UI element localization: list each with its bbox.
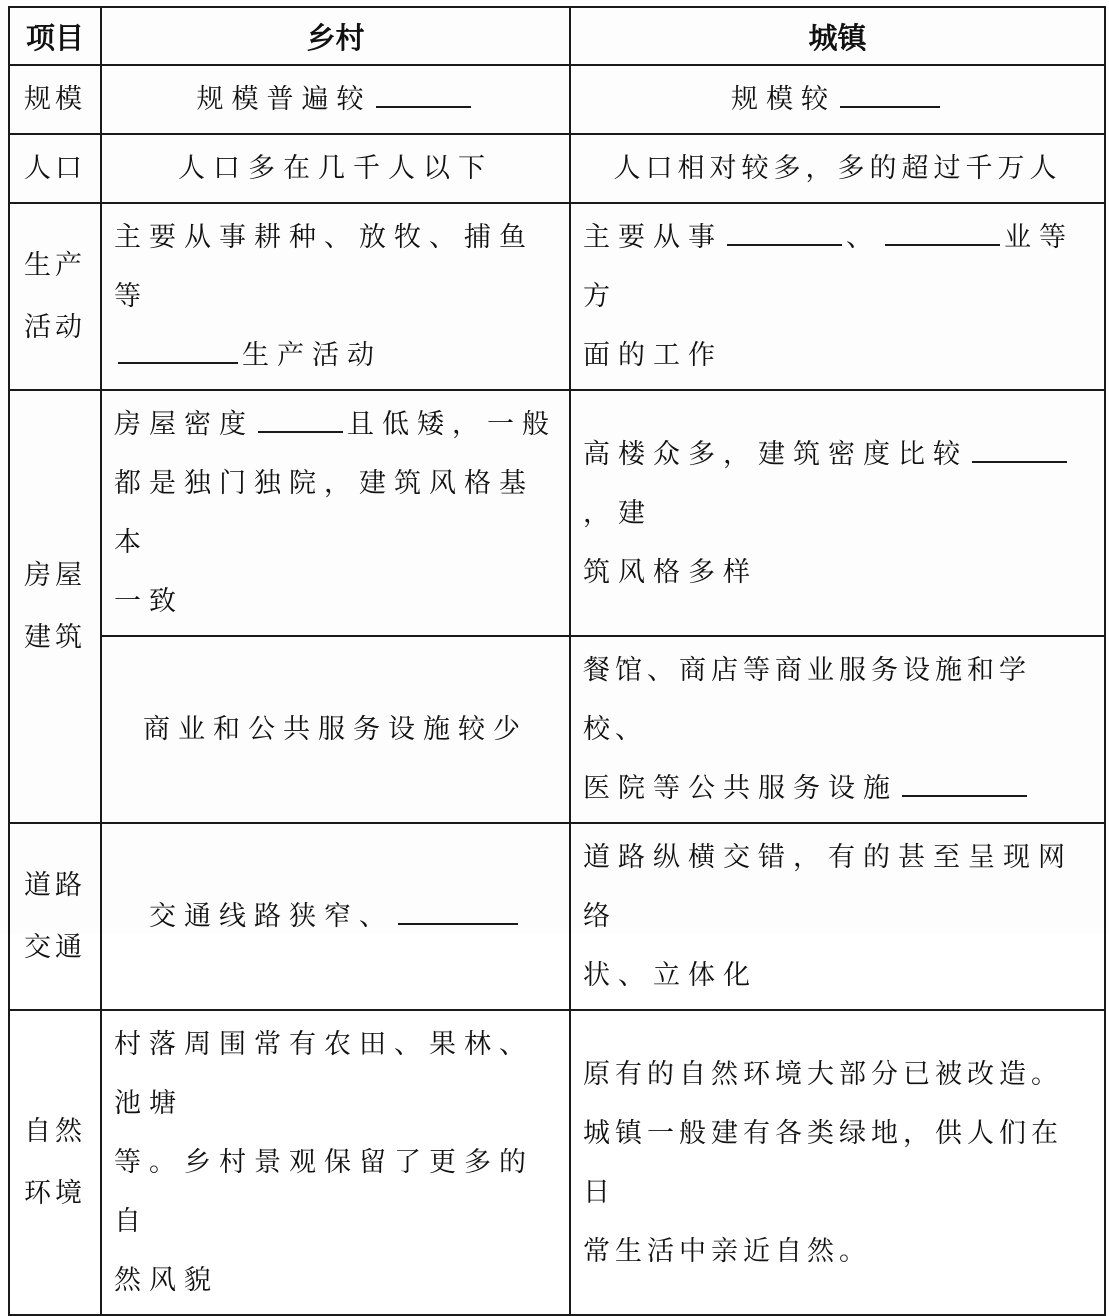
text-line: 常生活中亲近自然。 <box>583 1235 871 1267</box>
text-line <box>583 759 1092 818</box>
urban-traffic-cell <box>570 823 1105 1010</box>
row-label-scale: 规模 <box>9 65 101 134</box>
urban-nature-cell <box>570 1010 1105 1315</box>
table-row-scale <box>9 65 1105 134</box>
rural-production-cell <box>101 203 570 390</box>
row-label-traffic <box>9 823 101 1010</box>
row-label-line: 建筑 <box>24 621 86 653</box>
table-row-population <box>9 134 1105 203</box>
text-fragment: 业等方 <box>583 222 1074 312</box>
text-line: 面的工作 <box>583 340 723 371</box>
text-line: 然风貌 <box>114 1265 219 1296</box>
answer-blank[interactable] <box>398 891 518 925</box>
answer-blank[interactable] <box>902 763 1027 797</box>
urban-population-cell: 人口相对较多，多的超过千万人 <box>570 134 1105 203</box>
text-fragment: 高楼众多，建筑密度比较 <box>583 438 968 470</box>
text-line: 道路纵横交错，有的甚至呈现网络 <box>583 842 1073 932</box>
urban-buildings-cell <box>570 390 1105 636</box>
row-label-buildings <box>9 390 101 823</box>
urban-facilities-cell <box>570 636 1105 823</box>
text-line: 都是独门独院，建筑风格基本 <box>114 468 534 558</box>
answer-blank[interactable] <box>885 212 1000 246</box>
table-row-nature <box>9 1010 1105 1315</box>
table-row-traffic <box>9 823 1105 1010</box>
table-header-row <box>9 7 1105 65</box>
text-line: 等。乡村景观保留了更多的自 <box>114 1147 534 1237</box>
header-rural: 乡村 <box>101 7 570 65</box>
rural-traffic-cell <box>101 823 570 1010</box>
urban-production-cell <box>570 203 1105 390</box>
text-line: 原有的自然环境大部分已被改造。 <box>583 1058 1063 1090</box>
rural-buildings-cell <box>101 390 570 636</box>
rural-scale-cell <box>101 65 570 134</box>
text-fragment: 主要从事 <box>583 222 723 253</box>
rural-nature-cell <box>101 1010 570 1315</box>
text-line: 餐馆、商店等商业服务设施和学校、 <box>583 655 1031 745</box>
row-label-line: 生产 <box>24 249 86 281</box>
row-label-line: 房屋 <box>24 559 86 591</box>
answer-blank[interactable] <box>118 330 238 364</box>
text-line: 村落周围常有农田、果林、池塘 <box>114 1029 534 1119</box>
text-line: 主要从事耕种、放牧、捕鱼等 <box>114 222 534 312</box>
text-fragment: 、 <box>846 222 881 253</box>
text-line: 一致 <box>114 586 184 617</box>
header-urban: 城镇 <box>570 7 1105 65</box>
answer-blank[interactable] <box>258 399 343 433</box>
text-line: 筑风格多样 <box>583 556 758 588</box>
text-fragment: 医院等公共服务设施 <box>583 773 898 804</box>
row-label-line: 自然 <box>24 1115 86 1147</box>
text-fragment: 交通线路狭窄、 <box>149 901 394 932</box>
text-line <box>583 208 1092 326</box>
text-fragment: ，建 <box>583 497 653 529</box>
row-label-line: 交通 <box>24 931 86 963</box>
answer-blank[interactable] <box>727 212 842 246</box>
text-fragment: 生产活动 <box>242 340 382 371</box>
row-label-nature <box>9 1010 101 1315</box>
rural-urban-comparison-table <box>8 6 1106 1316</box>
row-label-line: 道路 <box>24 869 86 901</box>
rural-population-cell: 人口多在几千人以下 <box>101 134 570 203</box>
table-row-production <box>9 203 1105 390</box>
row-label-production <box>9 203 101 390</box>
text-line <box>114 326 557 385</box>
rural-facilities-cell: 商业和公共服务设施较少 <box>101 636 570 823</box>
answer-blank[interactable] <box>840 74 940 108</box>
rural-scale-text: 规模普遍较 <box>196 84 372 115</box>
answer-blank[interactable] <box>376 74 471 108</box>
answer-blank[interactable] <box>972 429 1067 463</box>
text-fragment: 房屋密度 <box>114 409 254 440</box>
row-label-population: 人口 <box>9 134 101 203</box>
row-label-line: 活动 <box>24 311 86 343</box>
table-row-buildings-b <box>9 636 1105 823</box>
text-line <box>114 395 557 454</box>
row-label-line: 环境 <box>24 1177 86 1209</box>
urban-scale-cell <box>570 65 1105 134</box>
urban-scale-text: 规模较 <box>731 84 836 115</box>
text-line: 状、立体化 <box>583 960 758 991</box>
text-line <box>583 425 1092 543</box>
header-item: 项目 <box>9 7 101 65</box>
table-row-buildings-a <box>9 390 1105 636</box>
text-line: 城镇一般建有各类绿地，供人们在日 <box>583 1117 1063 1208</box>
text-fragment: 且低矮，一般 <box>347 409 557 440</box>
